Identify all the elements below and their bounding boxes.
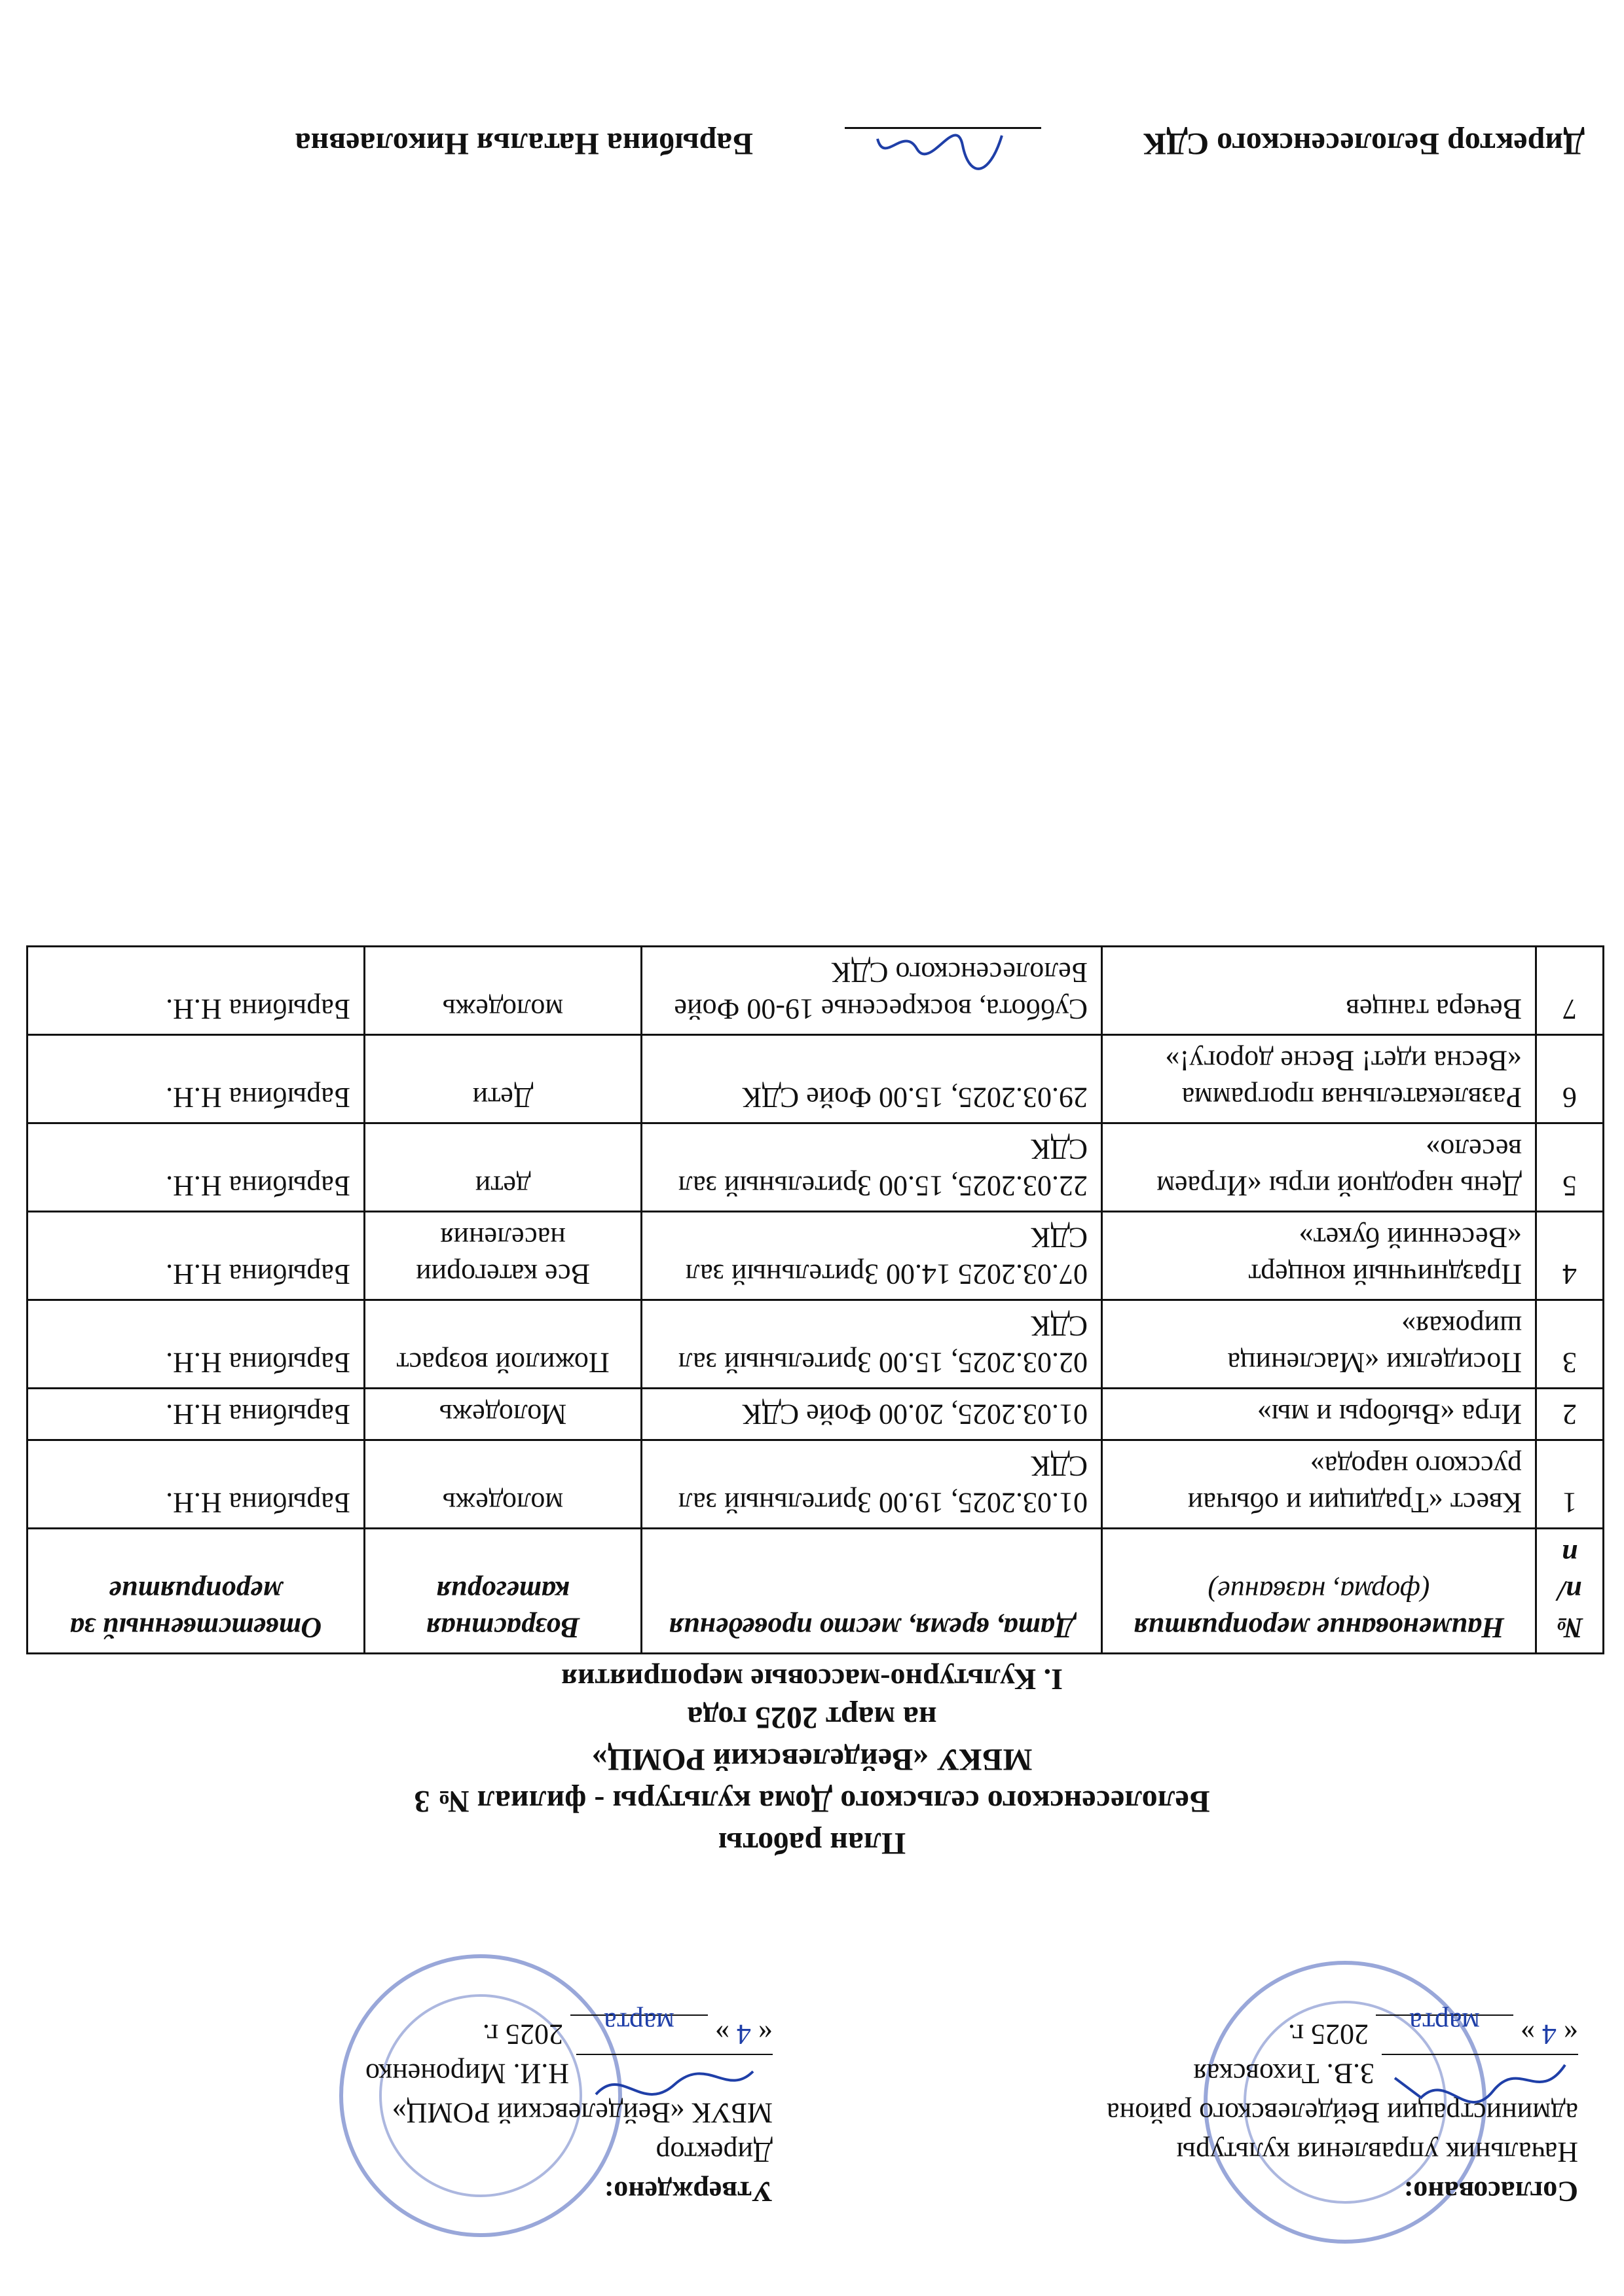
cell-num: 7 [1536,947,1604,1035]
cell-age: Пожилой возраст [365,1300,642,1389]
cell-age: молодежь [365,947,642,1035]
cell-age: Молодежь [365,1389,642,1440]
cell-responsible: Барыбина Н.Н. [28,1300,365,1389]
header-name: Наименование мероприятия (форма, название) [1102,1529,1536,1654]
date-year: 2025 г. [1287,2018,1369,2050]
cell-num: 2 [1536,1389,1604,1440]
heading-line: на март 2025 года [687,1700,937,1735]
cell-responsible: Барыбина Н.Н. [28,1035,365,1123]
plan-heading [0,1696,1624,1864]
approval-title: Утверждено: [604,2176,773,2208]
cell-name: Квест «Традиции и обычаи русского народа» [1102,1440,1536,1529]
cell-date: Суббота, воскресенье 19-00 Фойе Белолесенского СДК [642,947,1102,1035]
approval-title: Согласовано: [1403,2176,1578,2208]
events-table [26,945,1604,1654]
cell-num: 6 [1536,1035,1604,1123]
cell-name: День народной игры «Играем весело» [1102,1123,1536,1212]
cell-responsible: Барыбина Н.Н. [28,1212,365,1300]
cell-date: 01.03.2025, 19.00 Зрительный зал СДК [642,1440,1102,1529]
cell-responsible: Барыбина Н.Н. [28,1440,365,1529]
cell-age: молодежь [365,1440,642,1529]
heading-line: План работы [718,1826,906,1861]
cell-num: 3 [1536,1300,1604,1389]
approval-position-line: МБУК «Вейделевский РОМЦ» [392,2097,773,2129]
approval-name: З.В. Тиховская [1193,2058,1375,2090]
cell-num: 4 [1536,1212,1604,1300]
date-day: 4 [1542,2018,1557,2050]
approval-date: « 4 » марта 2025 г. [1287,2007,1578,2050]
approval-name: Н.И. Мироненко [365,2058,569,2090]
table-row [28,1300,1604,1389]
cell-num: 1 [1536,1440,1604,1529]
cell-name: Вечера танцев [1102,947,1536,1035]
approval-date: « 4 » марта 2025 г. [482,2007,773,2050]
cell-name: Развлекательная программа «Весна идет! Весне дорогу!» [1102,1035,1536,1123]
approval-signature-row [923,2054,1578,2093]
cell-date: 02.03.2025, 15.00 Зрительный зал СДК [642,1300,1102,1389]
date-day: 4 [737,2018,751,2050]
table-row [28,1389,1604,1440]
signature-line [1382,2054,1578,2088]
table-row [28,1440,1604,1529]
cell-date: 07.03.2025 14.00 Зрительный зал СДК [642,1212,1102,1300]
approval-position-line: Директор [655,2136,773,2168]
approval-signature-row [118,2054,773,2093]
footer-name: Барыбина Наталья Николаевна [295,126,753,161]
header-name-sub: (форма, название) [1208,1575,1430,1607]
approval-block-approved [118,2007,773,2211]
date-month: марта [1376,2014,1513,2042]
signature-line [576,2054,773,2088]
cell-age: Все категории населения [365,1212,642,1300]
cell-name: Игра «Выборы и мы» [1102,1389,1536,1440]
handwritten-signature [845,126,1041,185]
table-row [28,947,1604,1035]
cell-responsible: Барыбина Н.Н. [28,1123,365,1212]
table-row [28,1035,1604,1123]
approval-position-line: Начальник управления культуры [1176,2136,1578,2168]
approval-position-line: администрации Вейделевского района [1107,2097,1578,2129]
footer-position: Директор Белолесенского СДК [1143,126,1585,161]
cell-date: 01.03.2025, 20.00 Фойе СДК [642,1389,1102,1440]
date-month: марта [570,2014,708,2042]
section-title: I. Культурно-массовые мероприятия [561,1663,1063,1696]
heading-line: Белолесенского сельского Дома культуры - филиал № 3 [414,1784,1210,1819]
cell-date: 22.03.2025, 15.00 Зрительный зал СДК [642,1123,1102,1212]
cell-responsible: Барыбина Н.Н. [28,1389,365,1440]
handwritten-signature [1382,2052,1578,2111]
table-row [28,1212,1604,1300]
header-responsible: Ответственный за мероприятие [28,1529,365,1654]
table-row [28,1123,1604,1212]
cell-num: 5 [1536,1123,1604,1212]
handwritten-signature [576,2052,773,2111]
footer-signature-line [845,127,1041,129]
cell-age: дети [365,1123,642,1212]
date-year: 2025 г. [482,2018,563,2050]
header-age: Возрастная категория [365,1529,642,1654]
cell-responsible: Барыбина Н.Н. [28,947,365,1035]
cell-name: Праздничный концерт «Весенний букет» [1102,1212,1536,1300]
table-header-row [28,1529,1604,1654]
cell-date: 29.03.2025, 15.00 Фойе СДК [642,1035,1102,1123]
cell-name: Посиделки «Масленица широкая» [1102,1300,1536,1389]
approval-block-agreed [923,2007,1578,2211]
header-date: Дата, время, место проведения [642,1529,1102,1654]
header-num: № п/п [1536,1529,1604,1654]
cell-age: Дети [365,1035,642,1123]
heading-line: МБКУ «Вейделевский РОМЦ» [591,1742,1033,1777]
